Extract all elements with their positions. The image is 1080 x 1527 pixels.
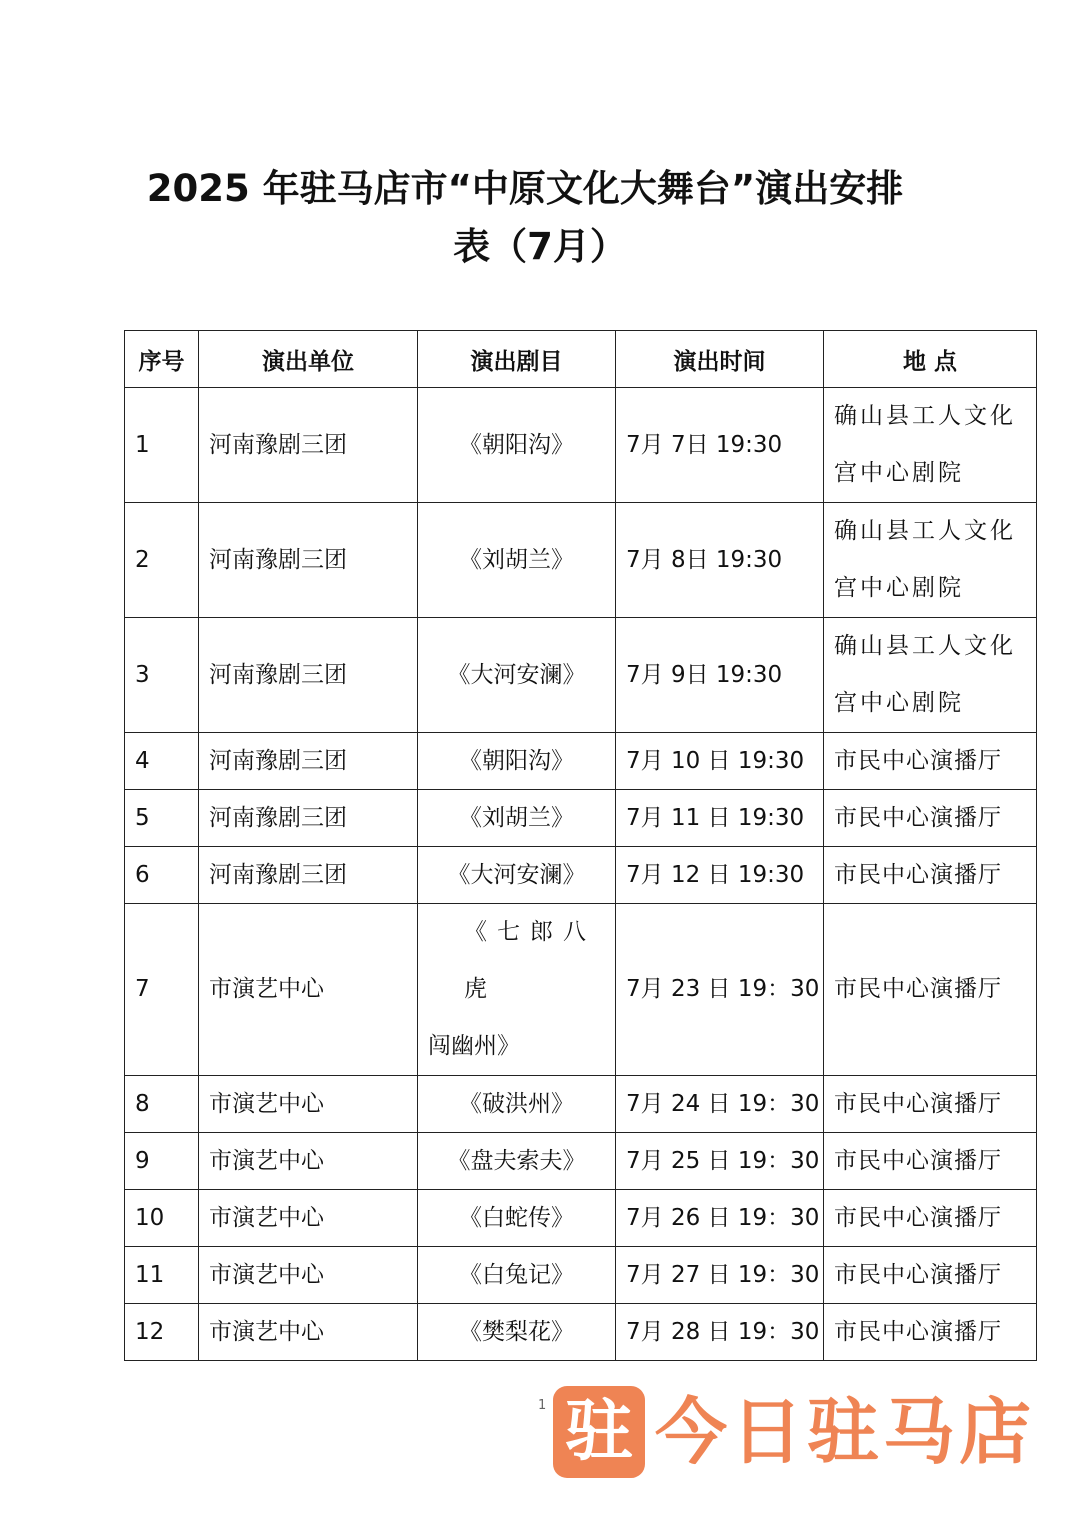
performance-schedule-table	[124, 330, 1037, 1361]
cell-venue: 市民中心演播厅	[824, 1076, 1037, 1133]
cell-venue: 确山县工人文化宫中心剧院	[824, 618, 1037, 733]
table-row	[125, 1190, 1037, 1247]
table-row	[125, 388, 1037, 503]
table-row	[125, 618, 1037, 733]
table-row	[125, 1133, 1037, 1190]
cell-play: 《破洪州》	[418, 1076, 616, 1133]
cell-unit: 市演艺中心	[199, 1304, 418, 1361]
cell-play	[418, 904, 616, 1076]
cell-no: 6	[125, 847, 199, 904]
header-unit: 演出单位	[199, 331, 418, 388]
cell-unit: 河南豫剧三团	[199, 847, 418, 904]
cell-no: 5	[125, 790, 199, 847]
cell-venue: 确山县工人文化宫中心剧院	[824, 503, 1037, 618]
page-number: 1	[538, 1398, 547, 1413]
table-header-row	[125, 331, 1037, 388]
header-no: 序号	[125, 331, 199, 388]
table-row	[125, 1076, 1037, 1133]
title-line-1: 2025 年驻马店市“中原文化大舞台”演出安排	[146, 167, 904, 210]
cell-time: 7月 12 日 19:30	[616, 847, 824, 904]
cell-no: 1	[125, 388, 199, 503]
cell-play: 《樊梨花》	[418, 1304, 616, 1361]
cell-unit: 河南豫剧三团	[199, 733, 418, 790]
table-row	[125, 733, 1037, 790]
cell-no: 2	[125, 503, 199, 618]
cell-time: 7月 25 日 19：30	[616, 1133, 824, 1190]
cell-unit: 市演艺中心	[199, 1247, 418, 1304]
cell-play: 《刘胡兰》	[418, 790, 616, 847]
cell-play: 《大河安澜》	[418, 618, 616, 733]
cell-time: 7月 23 日 19：30	[616, 904, 824, 1076]
cell-play: 《白兔记》	[418, 1247, 616, 1304]
table-row	[125, 904, 1037, 1076]
cell-time: 7月 27 日 19：30	[616, 1247, 824, 1304]
cell-venue: 市民中心演播厅	[824, 1247, 1037, 1304]
cell-unit: 市演艺中心	[199, 1076, 418, 1133]
header-time: 演出时间	[616, 331, 824, 388]
header-play: 演出剧目	[418, 331, 616, 388]
cell-time: 7月 24 日 19：30	[616, 1076, 824, 1133]
cell-venue: 确山县工人文化宫中心剧院	[824, 388, 1037, 503]
cell-venue: 市民中心演播厅	[824, 1133, 1037, 1190]
cell-play: 《大河安澜》	[418, 847, 616, 904]
cell-unit: 市演艺中心	[199, 1190, 418, 1247]
document-title	[0, 160, 1080, 276]
cell-unit: 河南豫剧三团	[199, 618, 418, 733]
cell-unit: 市演艺中心	[199, 1133, 418, 1190]
cell-play: 《刘胡兰》	[418, 503, 616, 618]
cell-no: 12	[125, 1304, 199, 1361]
watermark-text: 今日驻马店	[655, 1389, 1036, 1474]
cell-venue: 市民中心演播厅	[824, 847, 1037, 904]
cell-no: 4	[125, 733, 199, 790]
cell-venue: 市民中心演播厅	[824, 1304, 1037, 1361]
table-row	[125, 1304, 1037, 1361]
cell-play: 《白蛇传》	[418, 1190, 616, 1247]
cell-no: 11	[125, 1247, 199, 1304]
cell-venue: 市民中心演播厅	[824, 1190, 1037, 1247]
cell-time: 7月 7日 19:30	[616, 388, 824, 503]
cell-play: 《盘夫索夫》	[418, 1133, 616, 1190]
cell-time: 7月 28 日 19：30	[616, 1304, 824, 1361]
cell-time: 7月 26 日 19：30	[616, 1190, 824, 1247]
cell-time: 7月 9日 19:30	[616, 618, 824, 733]
title-line-2: 表（7月）	[453, 225, 627, 268]
cell-unit: 市演艺中心	[199, 904, 418, 1076]
watermark-badge-icon: 驻	[553, 1386, 645, 1478]
cell-no: 8	[125, 1076, 199, 1133]
header-venue: 地 点	[824, 331, 1037, 388]
table-row	[125, 1247, 1037, 1304]
cell-play: 《朝阳沟》	[418, 733, 616, 790]
watermark-logo	[553, 1382, 1035, 1482]
table-row	[125, 847, 1037, 904]
cell-venue: 市民中心演播厅	[824, 733, 1037, 790]
cell-unit: 河南豫剧三团	[199, 388, 418, 503]
cell-unit: 河南豫剧三团	[199, 790, 418, 847]
cell-no: 3	[125, 618, 199, 733]
table-row	[125, 503, 1037, 618]
cell-time: 7月 8日 19:30	[616, 503, 824, 618]
cell-unit: 河南豫剧三团	[199, 503, 418, 618]
cell-venue: 市民中心演播厅	[824, 790, 1037, 847]
cell-no: 9	[125, 1133, 199, 1190]
cell-venue: 市民中心演播厅	[824, 904, 1037, 1076]
cell-time: 7月 11 日 19:30	[616, 790, 824, 847]
cell-time: 7月 10 日 19:30	[616, 733, 824, 790]
cell-play-line-2: 闯幽州》	[428, 1033, 520, 1059]
cell-no: 10	[125, 1190, 199, 1247]
cell-play-line-1: 《七郎八虎	[464, 919, 596, 1002]
cell-no: 7	[125, 904, 199, 1076]
cell-play: 《朝阳沟》	[418, 388, 616, 503]
table-row	[125, 790, 1037, 847]
